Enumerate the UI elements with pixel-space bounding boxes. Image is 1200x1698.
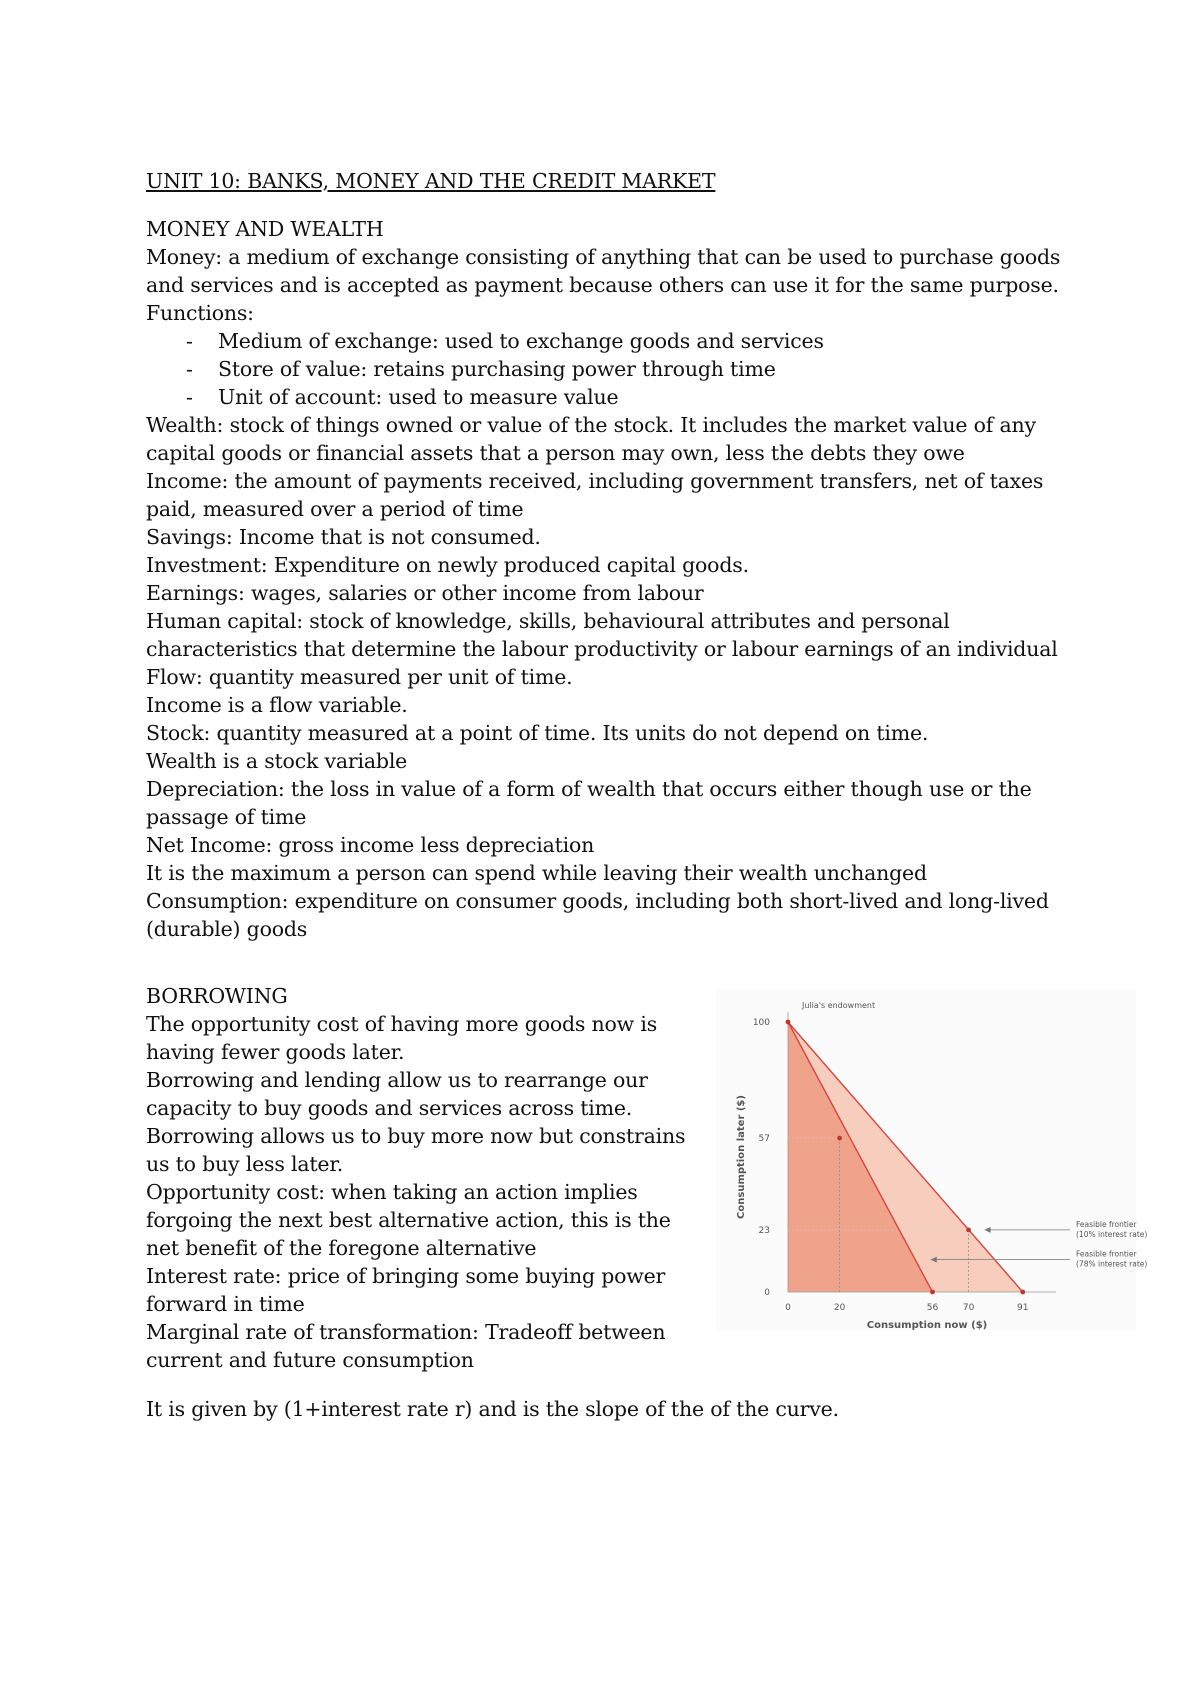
frontier-label: Feasible frontier: [1076, 1219, 1137, 1229]
def-earnings: Earnings: wages, salaries or other income from labour: [146, 580, 704, 605]
borrowing-line: The opportunity cost of having more goods now is having fewer goods later.: [146, 1012, 658, 1064]
chart-svg: [716, 990, 1148, 1331]
def-wealth: Wealth: stock of things owned or value of the stock. It includes the market value of any capital goods or financial assets that a person may own, less the debts they owe: [146, 412, 1036, 465]
functions-list: [146, 327, 1086, 411]
borrowing-line: Borrowing allows us to buy more now but constrains us to buy less later.: [146, 1124, 686, 1176]
def-human-capital: Human capital: stock of knowledge, skills, behavioural attributes and personal characteristics that determine the labour productivity or labour earnings of an individual: [146, 608, 1058, 661]
main-text: [146, 146, 1086, 943]
bullet-dash: -: [186, 356, 193, 381]
y-tick-label: 100: [752, 1018, 770, 1028]
x-axis-label: Consumption now ($): [866, 1320, 988, 1331]
bullet-dash: -: [186, 328, 193, 353]
functions-label: Functions:: [146, 300, 254, 325]
def-stock: Stock: quantity measured at a point of time. Its units do not depend on time.: [146, 720, 929, 745]
def-income: Income: the amount of payments received, including government transfers, net of taxes paid, measured over a period of time: [146, 468, 1044, 521]
mrt-note: It is given by (1+interest rate r) and is the slope of the of the curve.: [146, 1396, 839, 1421]
y-tick-label: 23: [758, 1225, 770, 1236]
note-net-income: It is the maximum a person can spend while leaving their wealth unchanged: [146, 860, 927, 885]
def-net-income: Net Income: gross income less depreciation: [146, 832, 595, 857]
list-item: - Store of value: retains purchasing power through time: [186, 356, 776, 381]
data-point: [966, 1228, 971, 1233]
frontier-label: (78% interest rate): [1076, 1259, 1148, 1269]
def-mrt: Marginal rate of transformation: Tradeoff between current and future consumption: [146, 1320, 666, 1372]
x-tick-label: 91: [1017, 1303, 1029, 1313]
note-wealth-stock: Wealth is a stock variable: [146, 748, 408, 773]
y-tick-label: 57: [758, 1134, 770, 1145]
bullet-dash: -: [186, 384, 193, 409]
data-point: [930, 1290, 935, 1295]
x-tick-label: 20: [833, 1303, 846, 1313]
feasible-frontier-chart: [716, 990, 1148, 1331]
borrowing-text: [146, 982, 706, 1374]
data-point: [786, 1020, 791, 1025]
y-axis-label: Consumption later ($): [736, 1095, 747, 1219]
frontier-label: Feasible frontier: [1076, 1249, 1137, 1259]
section-heading-money-wealth: MONEY AND WEALTH: [146, 216, 384, 241]
def-consumption: Consumption: expenditure on consumer goods, including both short-lived and long-lived (durable) goods: [146, 888, 1049, 941]
data-point: [1020, 1290, 1025, 1295]
borrowing-line: Borrowing and lending allow us to rearrange our capacity to buy goods and services across time.: [146, 1068, 648, 1120]
def-flow: Flow: quantity measured per unit of time.: [146, 664, 573, 689]
def-depreciation: Depreciation: the loss in value of a form of wealth that occurs either though use or the passage of time: [146, 776, 1032, 829]
x-tick-label: 56: [926, 1303, 939, 1313]
note-income-flow: Income is a flow variable.: [146, 692, 408, 717]
list-item: - Medium of exchange: used to exchange goods and services: [186, 328, 824, 353]
money-definition: Money: a medium of exchange consisting of anything that can be used to purchase goods and services and is accepted as payment because others can use it for the same purpose.: [146, 244, 1061, 297]
def-interest-rate: Interest rate: price of bringing some buying power forward in time: [146, 1264, 666, 1316]
def-opportunity-cost: Opportunity cost: when taking an action implies forgoing the next best alternative action, this is the net benefit of the foregone alternative: [146, 1180, 671, 1260]
x-tick-label: 0: [785, 1303, 791, 1313]
y-tick-label: 0: [764, 1288, 770, 1298]
list-item: - Unit of account: used to measure value: [186, 384, 619, 409]
section-heading-borrowing: BORROWING: [146, 984, 288, 1008]
unit-title: UNIT 10: BANKS, MONEY AND THE CREDIT MARKET: [146, 168, 716, 193]
x-tick-label: 70: [962, 1303, 975, 1313]
frontier-label: (10% interest rate): [1076, 1229, 1148, 1239]
endowment-label: Julia's endowment: [802, 1001, 876, 1010]
def-savings: Savings: Income that is not consumed.: [146, 524, 541, 549]
data-point: [837, 1136, 842, 1141]
def-investment: Investment: Expenditure on newly produced capital goods.: [146, 552, 749, 577]
